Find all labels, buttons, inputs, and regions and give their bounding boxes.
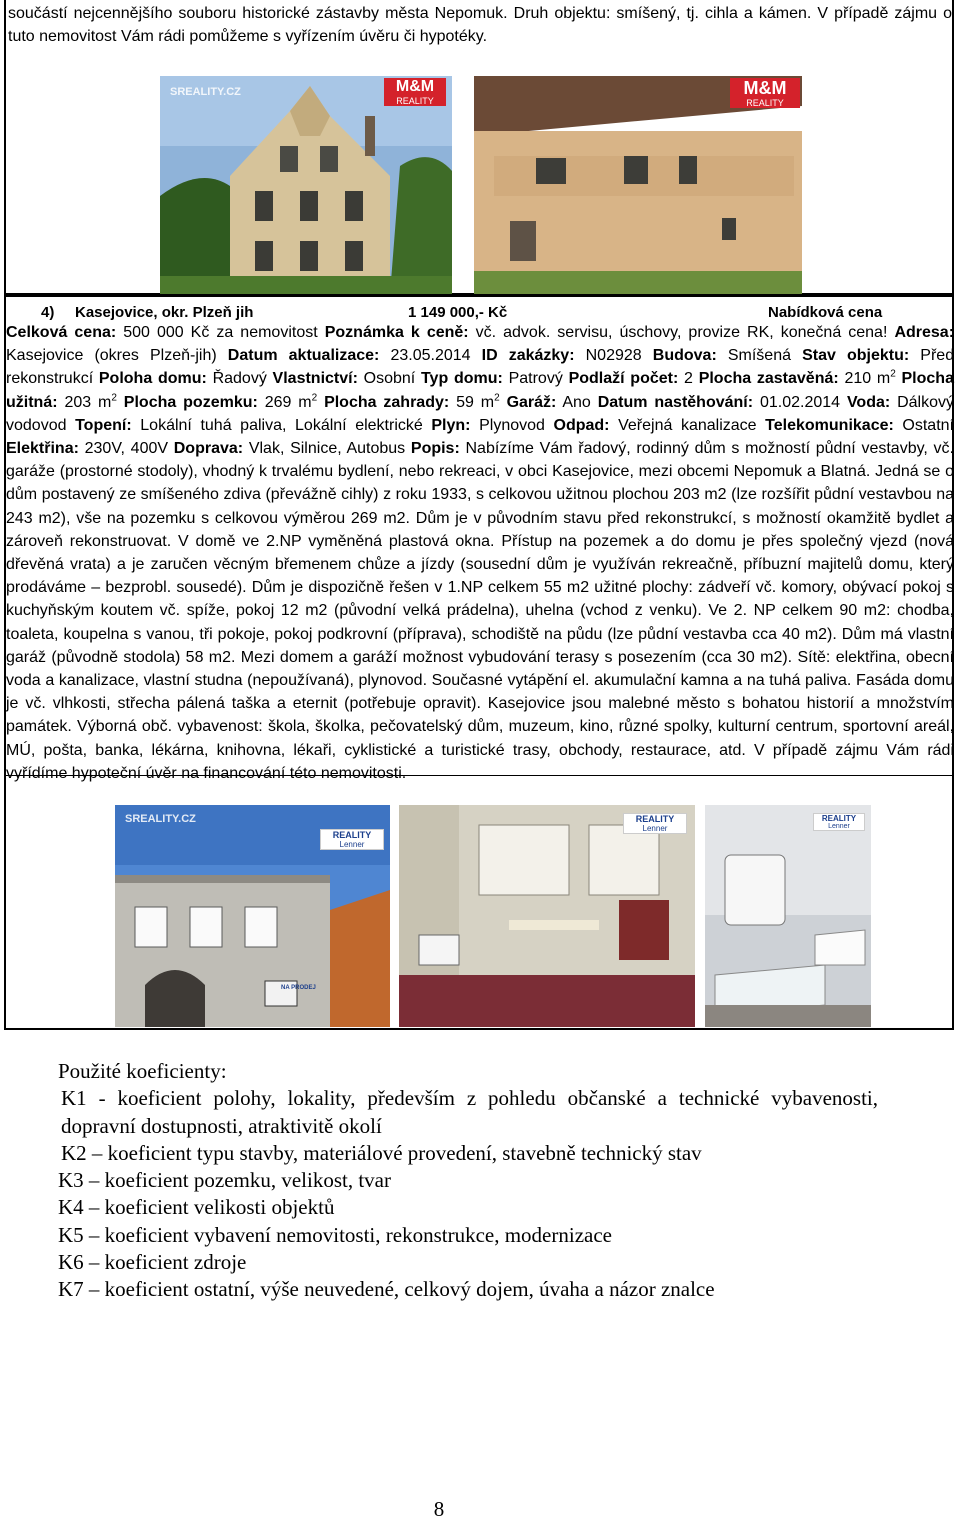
- field-label: Adresa:: [894, 324, 955, 341]
- lenner-logo: [320, 829, 384, 850]
- unit-superscript: 2: [890, 369, 896, 381]
- field-value: Ano: [562, 393, 591, 411]
- field-label: Plyn:: [431, 416, 471, 434]
- coefficient-item: K2 – koeficient typu stavby, materiálové provedení, stavebně technický stav: [61, 1140, 702, 1165]
- unit-superscript: 2: [111, 392, 117, 404]
- coefficient-item: K5 – koeficient vybavení nemovitosti, rekonstrukce, modernizace: [58, 1222, 612, 1247]
- field-label: Vlastnictví:: [272, 370, 358, 388]
- coefficients-title: Použité koeficienty:: [58, 1059, 227, 1083]
- field-label: Topení:: [75, 416, 132, 434]
- field-value: 203 m: [64, 393, 112, 411]
- logo-text: M&M: [730, 78, 800, 98]
- field-label: Voda:: [846, 393, 891, 411]
- field-label: Datum aktualizace:: [227, 347, 380, 365]
- field-label: Poznámka k ceně:: [324, 324, 469, 341]
- house-photo-front: [160, 76, 452, 294]
- watermark-label: SREALITY.CZ: [125, 813, 196, 825]
- logo-subtext: Lenner: [642, 824, 668, 833]
- field-value: Dálkový vodovod: [6, 393, 954, 434]
- field-value: 01.02.2014: [759, 393, 841, 411]
- previous-listing-text: součástí nejcennějšího souboru historické zástavby města Nepomuk. Druh objektu: smíšený, tj. cihla a kámen. V případě zájmu o tuto nemovitost Vám rádi pomůžeme s vyřízením úvěru či hypotéky.: [8, 5, 952, 45]
- coefficient-item: K7 – koeficient ostatní, výše neuvedené, celkový dojem, úvaha a názor znalce: [58, 1277, 715, 1302]
- field-label: Odpad:: [553, 416, 610, 434]
- coefficient-item: K6 – koeficient zdroje: [58, 1250, 247, 1275]
- mm-reality-logo: [384, 78, 446, 106]
- logo-subtext: REALITY: [730, 98, 800, 108]
- street-facade-photo: [115, 805, 390, 1027]
- living-room-photo: [399, 805, 695, 1027]
- field-label: Doprava:: [173, 440, 244, 458]
- field-label: Telekomunikace:: [765, 416, 894, 434]
- logo-text: M&M: [384, 78, 446, 96]
- field-value: N02928: [585, 347, 642, 365]
- field-value: vč. advok. servisu, úschovy, provize RK, konečná cena!: [475, 324, 888, 341]
- field-value: Smíšená: [727, 347, 791, 365]
- logo-text: REALITY: [332, 830, 372, 840]
- lenner-logo: [813, 813, 865, 831]
- field-value: Vlak, Silnice, Autobus: [248, 440, 406, 458]
- for-sale-sign: NA PRODEJ: [281, 985, 316, 991]
- field-label: Poloha domu:: [98, 370, 207, 388]
- field-value: 2: [684, 370, 693, 388]
- lenner-logo: [623, 813, 687, 834]
- logo-subtext: Lenner: [828, 823, 850, 830]
- field-value: Lokální tuhá paliva, Lokální elektrické: [140, 416, 423, 434]
- field-label: Typ domu:: [420, 370, 503, 388]
- listing-price-type: Nabídková cena: [768, 304, 883, 321]
- logo-text: REALITY: [635, 814, 675, 824]
- field-value: Patrový: [508, 370, 563, 388]
- field-label: Elektřina:: [6, 440, 79, 458]
- field-value: Veřejná kanalizace: [618, 416, 757, 434]
- field-value: Řadový: [212, 370, 267, 388]
- listing-number: 4): [41, 304, 55, 321]
- logo-subtext: Lenner: [339, 840, 365, 849]
- listing-description: [6, 321, 954, 785]
- coefficient-item: K3 – koeficient pozemku, velikost, tvar: [58, 1168, 391, 1193]
- field-value: Plynovod: [479, 416, 545, 434]
- bathroom-photo: [705, 805, 871, 1027]
- coefficient-item: K4 – koeficient velikosti objektů: [58, 1195, 335, 1220]
- mm-reality-logo: [730, 78, 800, 108]
- field-label: Budova:: [652, 347, 717, 365]
- logo-text: REALITY: [821, 814, 857, 823]
- coefficient-item: K1 - koeficient polohy, lokality, především z pohledu občanské a technické vybavenosti, dopravní dostupnosti, atraktivitě okolí: [61, 1086, 878, 1138]
- field-value: Ostatní: [902, 416, 954, 434]
- listing-location: Kasejovice, okr. Plzeň jih: [75, 304, 254, 321]
- field-value: 230V, 400V: [84, 440, 169, 458]
- field-value: Před rekonstrukcí: [6, 347, 955, 388]
- watermark-label: SREALITY.CZ: [170, 86, 241, 98]
- logo-subtext: REALITY: [384, 96, 446, 106]
- field-label: Celková cena:: [6, 324, 117, 341]
- field-value: Kasejovice (okres Plzeň-jih): [6, 347, 217, 365]
- field-label: Stav objektu:: [802, 347, 910, 365]
- field-label: Garáž:: [506, 393, 557, 411]
- field-value: Nabízíme Vám řadový, rodinný dům s možností půdní vestavby, vč. garáže (prostorné stodoly), vhodný k trvalému bydlení, nebo rekreaci, v obci Kasejovice, mezi obcemi Nepomuk a Blatná. Jedná se o dům postavený ze smíšeného zdiva (převážně cihly) z roku 1933, s celkovou užitnou plochou 203 m2 (lze rozšířit půdní vestavbou na 243 m2), vše na pozemku s celkovou výměrou 269 m2. Dům je v původním stavu před rekonstrukcí, s možností okamžitě bydlet a zároveň rekonstruovat. V domě ve 2.NP vyměněná plastová okna. Přístup na pozemek a do domu je přes společný vjezd (nová dřevěná vrata) a je zaručen věcným břemenem chůze a jízdy (sousední dům je využíván rekreačně, příbuzní majitelů domu, který prodáváme – bezprobl. sousedé). Dům je dispozičně řešen v 1.NP celkem 55 m2 užitné plochy: zádveří vč. komory, obývací pokoj s kuchyňským koutem vč. spíže, pokoj 12 m2 (původní velká prádelna), uhelna (vchod z venku). Ve 2. NP celkem 90 m2: chodba, toaleta, koupelna s vanou, tři pokoje, pokoj podkrovní (příprava), schodiště na půdu (lze půdní vestavba cca 40 m2). Dům má vlastní garáž (původně stodola) 58 m2. Mezi domem a garáží možnost vybudování terasy s posezením (cca 30 m2). Sítě: elektřina, obecní voda a kanalizace, vlastní studna (nepoužívaná), plynovod. Současné vytápění el. akumulační kamna a na tuhá paliva. Fasáda domu je vč. vlhkosti, střecha pálená taška a eternit (potřebuje opravit). Kasejovice jsou malebné město s bohatou historií a množstvím památek. Výborná obč. vybavenost: škola, školka, pečovatelský dům, muzeum, kino, různé spolky, kulturní centrum, sportovní areál, MÚ, pošta, banka, lékárna, knihovna, lékaři, cyklistické a turistické trasy, obchody, restaurace, atd. V případě zájmu Vám rádi vyřídíme hypoteční úvěr na financování této nemovitosti.: [6, 440, 954, 782]
- field-label: Popis:: [410, 440, 460, 458]
- field-label: Plocha užitná:: [6, 370, 954, 411]
- unit-superscript: 2: [311, 392, 318, 404]
- field-label: Datum nastěhování:: [597, 393, 754, 411]
- field-value: Osobní: [363, 370, 416, 388]
- page-number: 8: [433, 1497, 445, 1521]
- coefficients-section: [58, 1058, 878, 1304]
- field-value: 210 m: [844, 370, 891, 388]
- unit-superscript: 2: [494, 392, 500, 404]
- listing-heading: [40, 304, 900, 322]
- field-label: Plocha zahrady:: [324, 393, 450, 411]
- house-photo-side: [474, 76, 802, 294]
- field-label: ID zakázky:: [481, 347, 575, 365]
- field-label: Podlaží počet:: [568, 370, 679, 388]
- field-value: 500 000 Kč za nemovitost: [123, 324, 318, 341]
- field-label: Plocha zastavěná:: [698, 370, 839, 388]
- field-value: 59 m: [456, 393, 495, 411]
- field-label: Plocha pozemku:: [123, 393, 258, 411]
- field-value: 23.05.2014: [390, 347, 471, 365]
- listing-price: 1 149 000,- Kč: [408, 304, 508, 321]
- field-value: 269 m: [264, 393, 312, 411]
